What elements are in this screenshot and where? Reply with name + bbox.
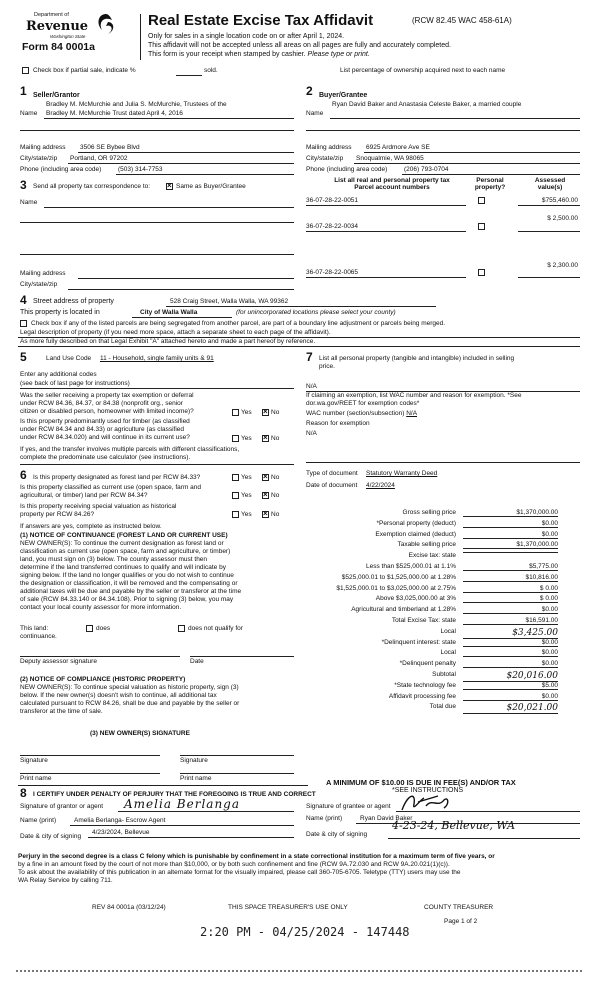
seller-mailing-value[interactable]: 3506 SE Bybee Blvd: [80, 144, 140, 151]
seller-name-label: Name: [20, 110, 38, 117]
calc-value[interactable]: [463, 552, 558, 553]
calc-label: Total Excise Tax: state: [391, 617, 456, 624]
grantor-name-label: Name (print): [20, 817, 57, 824]
street-address-value[interactable]: 528 Craig Street, Walla Walla, WA 99362: [170, 298, 289, 305]
section-5-number: 5: [20, 350, 27, 364]
buyer-phone-value[interactable]: (206) 793-0704: [404, 166, 449, 173]
land-use-label: Land Use Code: [46, 355, 92, 362]
subtitle-2: This affidavit will not be accepted unless all areas on all pages are fully and accurately completed.: [148, 42, 451, 49]
s6-q1-no-label: No: [271, 474, 280, 481]
s6-q1-yes-checkbox[interactable]: [232, 474, 239, 481]
q2-no-checkbox[interactable]: [262, 435, 269, 442]
q2-yes-label: Yes: [241, 435, 252, 442]
calc-label: *State technology fee: [394, 681, 456, 689]
parcel-number[interactable]: 36-07-28-22-0065: [306, 269, 359, 276]
land-use-code[interactable]: 11 - Household, single family units & 91: [100, 355, 214, 362]
page-title: Real Estate Excise Tax Affidavit: [148, 12, 374, 29]
q1-no-checkbox[interactable]: [262, 409, 269, 416]
q1-no-label: No: [271, 409, 280, 416]
logo-state: Washington State: [50, 34, 86, 39]
seller-heading: Seller/Grantor: [33, 92, 80, 99]
parcel-col2-header: Personal property?: [474, 177, 506, 191]
does-qualify-checkbox[interactable]: [86, 625, 93, 632]
s6-q1-no-checkbox[interactable]: [262, 474, 269, 481]
assessed-value[interactable]: $755,460.00: [541, 197, 578, 204]
calc-row: [318, 563, 558, 573]
section-2-number: 2: [306, 84, 313, 98]
exemption-instructions: If claiming an exemption, list WAC number and reason for exemption. *See dor.wa.gov/REET for exemption codes*: [306, 392, 522, 407]
notice-compliance-text: NEW OWNER(S): To continue special valuation as historic property, sign (3) below. If the new owner(s) doesn't wish to continue, all additional tax calculated pursuant to RCW 84.26, shall be due and payable by the seller or transferor at the time of sale.: [20, 684, 240, 715]
calc-row: [318, 703, 558, 713]
calc-value[interactable]: $0.00: [463, 606, 558, 614]
document-type-value[interactable]: Statutory Warranty Deed: [366, 470, 438, 477]
calc-row: [318, 682, 558, 692]
calc-value[interactable]: $0.00: [463, 660, 558, 668]
calc-label: Taxable selling price: [397, 541, 456, 549]
grantee-signature-label: Signature of grantee or agent: [306, 803, 391, 810]
continuance-label: continuance.: [20, 633, 57, 640]
q2-yes-checkbox[interactable]: [232, 435, 239, 442]
calc-row: [318, 541, 558, 551]
subtitle-3: This form is your receipt when stamped by cashier. Please type or print.: [148, 51, 370, 58]
calc-value[interactable]: $3,425.00: [463, 628, 558, 639]
partial-sale-checkbox[interactable]: [22, 67, 29, 74]
s6-q3-yes-label: Yes: [241, 511, 252, 518]
buyer-city-label: City/state/zip: [306, 155, 344, 162]
personal-property-checkbox[interactable]: [478, 197, 485, 204]
calc-value[interactable]: $0.00: [463, 531, 558, 539]
page-number: Page 1 of 2: [444, 918, 478, 925]
grantor-signature-label: Signature of grantor or agent: [20, 803, 104, 810]
section-7-number: 7: [306, 350, 313, 364]
personal-property-checkbox[interactable]: [478, 223, 485, 230]
calc-row: [318, 574, 558, 584]
same-as-buyer-checkbox[interactable]: [166, 183, 173, 190]
calc-row: [318, 660, 558, 670]
calc-value[interactable]: $10,816.00: [463, 574, 558, 582]
located-in-value[interactable]: City of Walla Walla: [140, 309, 198, 316]
calc-label: Gross selling price: [402, 509, 456, 516]
grantee-name-value[interactable]: Ryan David Baker: [360, 815, 413, 822]
s6-q3-no-checkbox[interactable]: [262, 511, 269, 518]
wac-number-value[interactable]: N/A: [406, 410, 418, 417]
buyer-mailing-value[interactable]: 6925 Ardmore Ave SE: [366, 144, 430, 151]
does-not-qualify-checkbox[interactable]: [178, 625, 185, 632]
s6-q2-no-checkbox[interactable]: [262, 492, 269, 499]
seller-name-line1: Bradley M. McMurchie and Julia S. McMurchie, Trustees of the: [46, 101, 227, 108]
exemption-reason-label: Reason for exemption: [306, 420, 370, 427]
buyer-heading: Buyer/Grantee: [319, 92, 368, 99]
s6-q3-yes-checkbox[interactable]: [232, 511, 239, 518]
personal-property-value[interactable]: N/A: [306, 383, 317, 390]
exemption-question-1: Was the seller receiving a property tax exemption or deferral under RCW 84.36, 84.37, or 84.38 (nonprofit org., senior citizen or disabled person, homeowner with limited income)?: [20, 392, 194, 415]
section-4-number: 4: [20, 293, 27, 307]
q1-yes-checkbox[interactable]: [232, 409, 239, 416]
ownership-percentage-note: List percentage of ownership acquired next to each name: [340, 67, 506, 74]
correspondence-mailing-label: Mailing address: [20, 270, 66, 277]
new-owner-print-name-1: Print name: [20, 775, 52, 782]
legal-description-value[interactable]: As more fully described on that Legal Exhibit "A" attached hereto and made a part hereof by reference.: [20, 338, 316, 345]
calc-row: [318, 693, 558, 703]
wac-number-label: WAC number (section/subsection) N/A: [306, 410, 418, 417]
seller-phone-label: Phone (including area code): [20, 166, 102, 173]
minimum-due-note: A MINIMUM OF $10.00 IS DUE IN FEE(S) AND/OR TAX: [326, 778, 516, 787]
grantee-signature-scribble[interactable]: [398, 790, 454, 816]
same-as-buyer-label: Same as Buyer/Grantee: [176, 183, 246, 190]
segregated-label: Check box if any of the listed parcels are being segregated from another parcel, are part of a boundary line adjustment or parcels being merged.: [31, 320, 446, 327]
calc-label: Affidavit processing fee: [388, 692, 456, 700]
calc-value[interactable]: $5.00: [463, 682, 558, 690]
grantor-date-label: Date & city of signing: [20, 833, 82, 840]
calc-row: [318, 649, 558, 659]
located-in-label: This property is located in: [20, 309, 100, 316]
notice-continuance-title: (1) NOTICE OF CONTINUANCE (FOREST LAND OR CURRENT USE): [20, 532, 228, 539]
calc-value[interactable]: $ 0.00: [463, 585, 558, 593]
calc-value[interactable]: $20,016.00: [463, 671, 558, 682]
calc-value[interactable]: $1,370,000.00: [463, 509, 558, 517]
logo-dept-line1: Department of: [34, 12, 69, 18]
calc-row: [318, 639, 558, 649]
county-treasurer-label: COUNTY TREASURER: [424, 904, 494, 911]
does-not-qualify-label: does not qualify for: [188, 625, 243, 632]
calc-label: *Personal property (deduct): [376, 519, 456, 527]
forest-land-question: Is this property designated as forest land per RCW 84.33?: [33, 474, 201, 481]
personal-property-checkbox[interactable]: [478, 269, 485, 276]
parcel-number[interactable]: 36-07-28-22-0034: [306, 223, 359, 230]
answers-note: If answers are yes, complete as instructed below.: [20, 523, 162, 530]
calc-label: Agricultural and timberland at 1.28%: [351, 606, 456, 614]
calc-row: [318, 552, 558, 562]
q2-no-label: No: [271, 435, 280, 442]
calc-row: [318, 531, 558, 541]
calc-value[interactable]: $ 0.00: [463, 595, 558, 603]
legal-description-label: Legal description of property (if you need more space, attach a separate sheet to each page of the affidavit).: [20, 329, 331, 336]
cashier-stamp: 2:20 PM - 04/25/2024 - 147448: [200, 925, 410, 939]
located-in-hint: (for unincorporated locations please select your county): [236, 309, 396, 316]
new-owner-signature-heading: (3) NEW OWNER(S) SIGNATURE: [90, 730, 190, 737]
historic-question: Is this property receiving special valuation as historical property per RCW 84.26?: [20, 503, 177, 518]
form-number: Form 84 0001a: [22, 41, 95, 53]
calc-row: [318, 617, 558, 627]
calc-value[interactable]: $16,591.00: [463, 617, 558, 625]
revision-label: REV 84 0001a (03/12/24): [92, 904, 166, 911]
calc-label: $1,525,000.01 to $3,025,000.00 at 2.75%: [336, 584, 456, 592]
new-owner-signature-label-2: Signature: [180, 757, 208, 764]
calc-value[interactable]: $0.00: [463, 693, 558, 701]
dor-logo: [22, 12, 126, 62]
additional-codes-hint: (see back of last page for instructions): [20, 380, 130, 387]
section-1-number: 1: [20, 84, 27, 98]
logo-revenue: Revenue: [26, 19, 89, 34]
correspondence-city-label: City/state/zip: [20, 281, 58, 288]
calc-label: *Delinquent interest: state: [381, 638, 456, 646]
partial-sold-label: sold.: [204, 67, 218, 74]
calc-label: $525,000.01 to $1,525,000.00 at 1.28%: [341, 573, 456, 581]
deputy-date-label: Date: [190, 658, 204, 665]
calc-label: Above $3,025,000.00 at 3%: [375, 595, 456, 603]
logo-swirl-icon: [94, 12, 118, 36]
section-3-number: 3: [20, 178, 27, 192]
calc-label: Local: [440, 627, 456, 635]
buyer-mailing-label: Mailing address: [306, 144, 352, 151]
buyer-name-line1[interactable]: Ryan David Baker and Anastasia Celeste Baker, a married couple: [332, 101, 522, 108]
segregated-checkbox[interactable]: [20, 320, 27, 327]
seller-mailing-label: Mailing address: [20, 144, 66, 151]
calc-label: Total due: [429, 703, 456, 711]
section-6-number: 6: [20, 468, 27, 482]
parcel-col1-header: List all real and personal property tax Parcel account numbers: [334, 177, 450, 191]
grantor-name-value[interactable]: Amelia Berlanga- Escrow Agent: [74, 817, 166, 824]
s6-q2-yes-label: Yes: [241, 492, 252, 499]
s6-q3-no-label: No: [271, 511, 280, 518]
correspondence-name-label: Name: [20, 199, 38, 206]
grantor-signature[interactable]: Amelia Berlanga: [124, 797, 241, 811]
s6-q1-yes-label: Yes: [241, 474, 252, 481]
assessed-value[interactable]: $ 2,500.00: [547, 215, 578, 222]
s6-q2-yes-checkbox[interactable]: [232, 492, 239, 499]
buyer-city-value[interactable]: Snoqualmie, WA 98065: [356, 155, 424, 162]
calc-row: [318, 671, 558, 681]
calc-label: Excise tax: state: [408, 552, 456, 560]
deputy-assessor-label: Deputy assessor signature: [20, 658, 97, 665]
treasurer-space-label: THIS SPACE TREASURER'S USE ONLY: [228, 904, 348, 911]
section-8-number: 8: [20, 786, 27, 800]
calc-value[interactable]: $0.00: [463, 520, 558, 528]
document-date-label: Date of document: [306, 482, 358, 489]
partial-sale-label: Check box if partial sale, indicate %: [33, 67, 136, 74]
timber-question: Is this property predominantly used for timber (as classified under RCW 84.34 and 84.33) or agriculture (as classified under RCW 84.34.020) and will continue in its current use?: [20, 418, 190, 441]
calc-value[interactable]: $0.00: [463, 639, 558, 647]
seller-name-line2[interactable]: Bradley M. McMurchie Trust dated April 4, 2016: [46, 110, 183, 117]
grantee-date-value[interactable]: 4-23-24, Bellevue, WA: [392, 819, 516, 832]
grantee-date-label: Date & city of signing: [306, 831, 368, 838]
does-label: does: [96, 625, 111, 632]
calc-label: Local: [440, 649, 456, 657]
grantor-date-value[interactable]: 4/23/2024, Bellevue: [92, 829, 150, 836]
calc-label: Subtotal: [432, 671, 456, 678]
calc-value[interactable]: $20,021.00: [463, 703, 558, 714]
notice-compliance-title: (2) NOTICE OF COMPLIANCE (HISTORIC PROPERTY): [20, 676, 186, 683]
scan-artifact-line: [16, 970, 582, 972]
buyer-phone-label: Phone (including area code): [306, 166, 388, 173]
this-land-label: This land:: [20, 625, 49, 632]
current-use-question: Is this property classified as current use (open space, farm and agricultural, or timber) land per RCW 84.34?: [20, 484, 202, 499]
calc-label: Exemption claimed (deduct): [375, 530, 456, 538]
calc-label: *Delinquent penalty: [399, 660, 456, 668]
seller-city-value[interactable]: Portland, OR 97202: [70, 155, 128, 162]
calc-row: [318, 606, 558, 616]
calc-value[interactable]: $1,370,000.00: [463, 541, 558, 549]
seller-city-label: City/state/zip: [20, 155, 58, 162]
new-owner-signature-label-1: Signature: [20, 757, 48, 764]
seller-phone-value[interactable]: (503) 314-7753: [118, 166, 163, 173]
notice-continuance-text: NEW OWNER(S): To continue the current designation as forest land or classification as current use (open space, farm and agriculture, or timber) land, you must sign on (3) below. The county assessor must then determine if the land transferred continues to qualify and will indicate by signing below. If the land no longer qualifies or you do not wish to continue the designation or classification, it will be removed and the compensating or additional taxes will be due and payable by the seller or transferor at the time of sale (RCW 84.33.140 or 84.34.108). Prior to signing (3) below, you may contact your local county assessor for more information.: [20, 540, 242, 611]
see-instructions-note: *SEE INSTRUCTIONS: [392, 787, 464, 794]
street-address-label: Street address of property: [33, 298, 114, 305]
q1-yes-label: Yes: [241, 409, 252, 416]
personal-property-label: List all personal property (tangible and intangible) included in selling price.: [319, 355, 515, 370]
exemption-reason-value[interactable]: N/A: [306, 430, 317, 437]
parcel-col3-header: Assessed value(s): [534, 177, 566, 191]
subtitle-1: Only for sales in a single location code on or after April 1, 2024.: [148, 33, 345, 40]
multiple-parcels-note: If yes, and the transfer involves multiple parcels with different classifications, complete the predominate use calculator (see instructions).: [20, 446, 240, 461]
calc-value[interactable]: $0.00: [463, 649, 558, 657]
calc-row: [318, 585, 558, 595]
calc-label: Less than $525,000.01 at 1.1%: [366, 563, 456, 570]
s6-q2-no-label: No: [271, 492, 280, 499]
calc-row: [318, 628, 558, 638]
correspondence-label: Send all property tax correspondence to:: [33, 183, 151, 190]
calc-row: [318, 595, 558, 605]
document-type-label: Type of document: [306, 470, 358, 477]
calc-row: [318, 509, 558, 519]
assessed-value[interactable]: $ 2,300.00: [547, 262, 578, 269]
document-date-value[interactable]: 4/22/2024: [366, 482, 395, 489]
rcw-reference: (RCW 82.45 WAC 458-61A): [412, 16, 512, 25]
parcel-number[interactable]: 36-07-28-22-0051: [306, 197, 359, 204]
new-owner-print-name-2: Print name: [180, 775, 212, 782]
grantee-name-label: Name (print): [306, 815, 343, 822]
calc-value[interactable]: $5,775.00: [463, 563, 558, 571]
additional-codes-label: Enter any additional codes: [20, 371, 97, 378]
certify-heading: I CERTIFY UNDER PENALTY OF PERJURY THAT THE FOREGOING IS TRUE AND CORRECT: [33, 791, 316, 798]
calc-row: [318, 520, 558, 530]
perjury-notice: Perjury in the second degree is a class C felony which is punishable by confinement in a state correctional institution for a maximum term of five years, or by a fine in an amount fixed by the court of not more than $10,000, or by both such confinement and fine (RCW 9A.72.030 and RCW 9A.20.021(1)(c)). To ask about the availability of this publication in an alternate format for the visually impaired, please call 360-705-6705. Teletype (TTY) users may use the WA Relay Service by calling 711.: [18, 853, 495, 884]
buyer-name-label: Name: [306, 110, 324, 117]
